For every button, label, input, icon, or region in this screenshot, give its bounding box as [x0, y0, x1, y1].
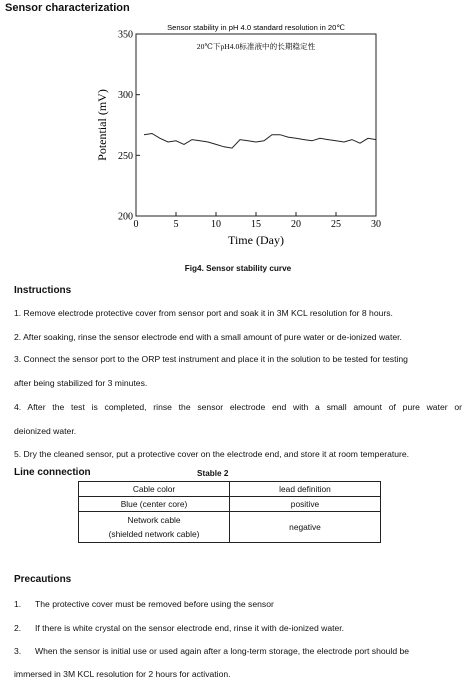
cell-network-cable: [79, 512, 230, 543]
precaution-text-2: If there is white crystal on the sensor electrode end, rinse it with de-ionized water.: [35, 623, 345, 633]
y-axis: [118, 30, 140, 223]
instruction-step-5: 5. Dry the cleaned sensor, put a protective cover on the electrode end, and store it at room temperature.: [14, 449, 410, 459]
precautions-heading: Precautions: [14, 574, 72, 585]
x-axis-label: Time (Day): [228, 233, 284, 247]
table-row: [79, 497, 381, 512]
y-tick-label: 300: [118, 90, 133, 102]
instruction-step-3-line-1: 3. Connect the sensor port to the ORP test instrument and place it in the solution to be tested for testing: [14, 354, 408, 364]
table-title: Stable 2: [197, 469, 229, 478]
precaution-text-3-line-2: immersed in 3M KCL resolution for 2 hours for activation.: [14, 669, 231, 679]
instruction-step-3-line-2: after being stabilized for 3 minutes.: [14, 378, 148, 388]
cell-network-cable-line-2: (shielded network cable): [108, 528, 200, 539]
chart-title: Sensor stability in pH 4.0 standard resolution in 20℃: [167, 23, 345, 32]
y-axis-label: Potential (mV): [95, 89, 109, 161]
cell-network-cable-line-1: Network cable: [127, 514, 181, 525]
series-line: [144, 134, 376, 149]
header-cable-color: Cable color: [79, 482, 230, 497]
x-tick-label: 5: [173, 219, 179, 230]
x-tick-label: 30: [371, 219, 381, 230]
precaution-number-2: 2.: [14, 623, 22, 633]
precaution-text-1: The protective cover must be removed before using the sensor: [35, 599, 274, 609]
cell-blue-center-core: Blue (center core): [79, 497, 230, 512]
precaution-text-3: When the sensor is initial use or used again after a long-term storage, the electrode port should be: [35, 646, 410, 656]
instruction-step-1: 1. Remove electrode protective cover from sensor port and soak it in 3M KCL resolution for 8 hours.: [14, 308, 393, 318]
header-lead-definition: lead definition: [230, 482, 381, 497]
instruction-step-4-line-1: 4. After the test is completed, rinse the sensor electrode end with a small amount of pure water or: [14, 402, 462, 412]
instructions-heading: Instructions: [14, 285, 72, 296]
chart-subtitle: 20℃下pH4.0标准液中的长期稳定性: [196, 42, 316, 51]
precaution-number-1: 1.: [14, 599, 22, 609]
instruction-step-4-line-2: deionized water.: [14, 426, 77, 436]
cell-positive: positive: [230, 497, 381, 512]
precaution-number-3: 3.: [14, 646, 22, 656]
plot-frame: [136, 34, 376, 216]
section-title-sensor-characterization: Sensor characterization: [5, 2, 130, 14]
instruction-step-2: 2. After soaking, rinse the sensor electrode end with a small amount of pure water or de-ionized water.: [14, 332, 402, 342]
figure-caption: Fig4. Sensor stability curve: [184, 264, 292, 273]
x-tick-label: 25: [331, 219, 341, 230]
stability-chart: [90, 20, 390, 252]
x-tick-label: 10: [211, 219, 221, 230]
y-tick-label: 250: [118, 150, 133, 162]
line-connection-heading: Line connection: [14, 467, 91, 478]
y-tick-label: 200: [118, 211, 133, 223]
x-tick-label: 0: [133, 219, 139, 230]
x-axis: [134, 212, 382, 230]
cell-negative: negative: [230, 512, 381, 543]
table-header-row: [79, 482, 381, 497]
x-tick-label: 20: [291, 219, 301, 230]
x-tick-label: 15: [251, 219, 261, 230]
cable-table: [78, 481, 381, 543]
y-tick-label: 350: [118, 29, 133, 41]
table-row: [79, 512, 381, 543]
